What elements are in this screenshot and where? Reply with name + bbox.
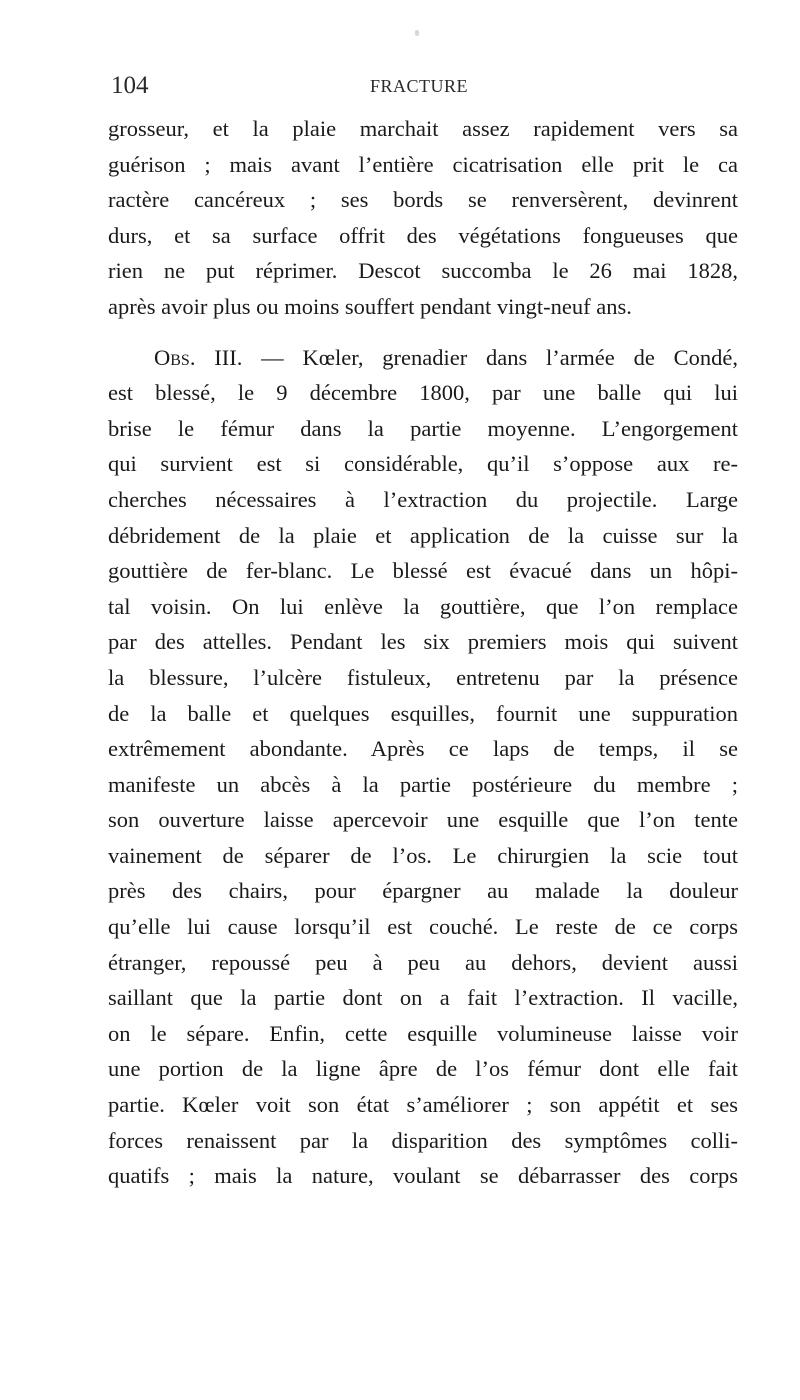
text-line: extrêmement abondante. Après ce laps de temps, il se [108, 736, 738, 762]
text-line: cherches nécessaires à l’extraction du projectile. Large [108, 486, 738, 512]
text-line: brise le fémur dans la partie moyenne. L’engorgement [108, 415, 738, 441]
text-line: ractère cancéreux ; ses bords se renversèrent, devinrent [108, 187, 738, 213]
text-line: la blessure, l’ulcère fistuleux, entretenu par la présence [108, 664, 738, 690]
text-line: gouttière de fer-blanc. Le blessé est évacué dans un hôpi- [108, 558, 738, 584]
paper-speck [415, 30, 419, 36]
text-line: de la balle et quelques esquilles, fournit une suppuration [108, 700, 738, 726]
page-header [108, 72, 738, 108]
text-line: qu’elle lui cause lorsqu’il est couché. Le reste de ce corps [108, 914, 738, 940]
text-line: qui survient est si considérable, qu’il s’oppose aux re- [108, 451, 738, 477]
observation-heading-line [108, 340, 738, 376]
text-line: manifeste un abcès à la partie postérieure du membre ; [108, 771, 738, 797]
text-line: une portion de la ligne âpre de l’os fémur dont elle fait [108, 1056, 738, 1082]
text-line: étranger, repoussé peu à peu au dehors, devient aussi [108, 949, 738, 975]
text-line: durs, et sa surface offrit des végétations fongueuses que [108, 222, 738, 248]
text-line: après avoir plus ou moins souffert pendant vingt-neuf ans. [108, 293, 632, 319]
text-line: saillant que la partie dont on a fait l’extraction. Il vacille, [108, 985, 738, 1011]
text-line: vainement de séparer de l’os. Le chirurgien la scie tout [108, 842, 738, 868]
body-text [108, 111, 738, 1194]
text-line: guérison ; mais avant l’entière cicatrisation elle prit le ca [108, 151, 738, 177]
text-line: rien ne put réprimer. Descot succomba le 26 mai 1828, [108, 258, 738, 284]
text-line: on le sépare. Enfin, cette esquille volumineuse laisse voir [108, 1020, 738, 1046]
text-line: forces renaissent par la disparition des symptômes colli- [108, 1127, 738, 1153]
observation-label: Obs. [154, 344, 196, 370]
text-line: débridement de la plaie et application de la cuisse sur la [108, 522, 738, 548]
text-line: quatifs ; mais la nature, voulant se débarrasser des corps [108, 1163, 738, 1189]
text-line: tal voisin. On lui enlève la gouttière, que l’on remplace [108, 593, 738, 619]
text-line: par des attelles. Pendant les six premiers mois qui suivent [108, 629, 738, 655]
paragraph-2 [108, 340, 738, 1194]
text-line: grosseur, et la plaie marchait assez rapidement vers sa [108, 116, 738, 141]
text-line: est blessé, le 9 décembre 1800, par une balle qui lui [108, 380, 738, 406]
text-line-rest: III. — Kœler, grenadier dans l’armée de Condé, [195, 344, 738, 370]
text-line: son ouverture laisse apercevoir une esquille que l’on tente [108, 807, 738, 833]
text-line: près des chairs, pour épargner au malade la douleur [108, 878, 738, 904]
running-head: FRACTURE [370, 76, 469, 96]
text-line: partie. Kœler voit son état s’améliorer ; son appétit et ses [108, 1092, 738, 1118]
page-number: 104 [111, 72, 149, 99]
paragraph-1 [108, 111, 738, 325]
